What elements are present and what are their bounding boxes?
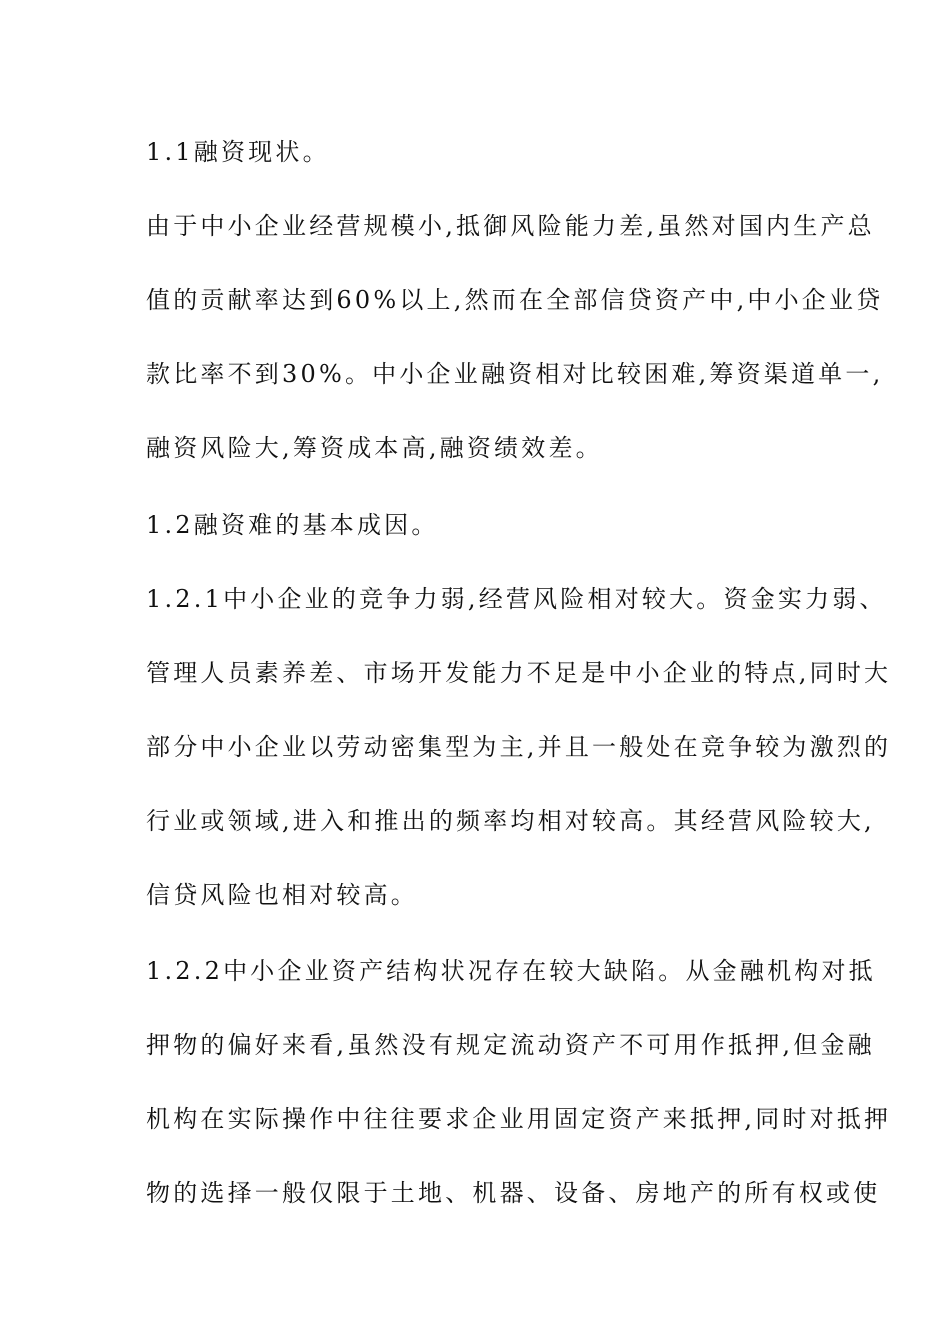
- subsection-1-2-2-line: 1.2.2中小企业资产结构状况存在较大缺陷。从金融机构对抵: [146, 957, 876, 985]
- section-heading-1-1: 1.1融资现状。: [146, 138, 330, 166]
- paragraph-line: 机构在实际操作中往往要求企业用固定资产来抵押,同时对抵押: [146, 1105, 892, 1133]
- paragraph-line: 由于中小企业经营规模小,抵御风险能力差,虽然对国内生产总: [146, 212, 875, 240]
- paragraph-line: 押物的偏好来看,虽然没有规定流动资产不可用作抵押,但金融: [146, 1031, 875, 1059]
- paragraph-line: 款比率不到30%。中小企业融资相对比较困难,筹资渠道单一,: [146, 360, 884, 388]
- paragraph-line: 值的贡献率达到60%以上,然而在全部信贷资产中,中小企业贷: [146, 286, 884, 314]
- paragraph-line: 信贷风险也相对较高。: [146, 881, 418, 909]
- paragraph-line: 行业或领域,进入和推出的频率均相对较高。其经营风险较大,: [146, 807, 875, 835]
- subsection-1-2-1-line: 1.2.1中小企业的竞争力弱,经营风险相对较大。资金实力弱、: [146, 585, 887, 613]
- paragraph-line: 融资风险大,筹资成本高,融资绩效差。: [146, 434, 603, 462]
- paragraph-line: 部分中小企业以劳动密集型为主,并且一般处在竞争较为激烈的: [146, 733, 892, 761]
- paragraph-line: 管理人员素养差、市场开发能力不足是中小企业的特点,同时大: [146, 659, 892, 687]
- paragraph-line: 物的选择一般仅限于土地、机器、设备、房地产的所有权或使: [146, 1179, 881, 1207]
- section-heading-1-2: 1.2融资难的基本成因。: [146, 511, 439, 539]
